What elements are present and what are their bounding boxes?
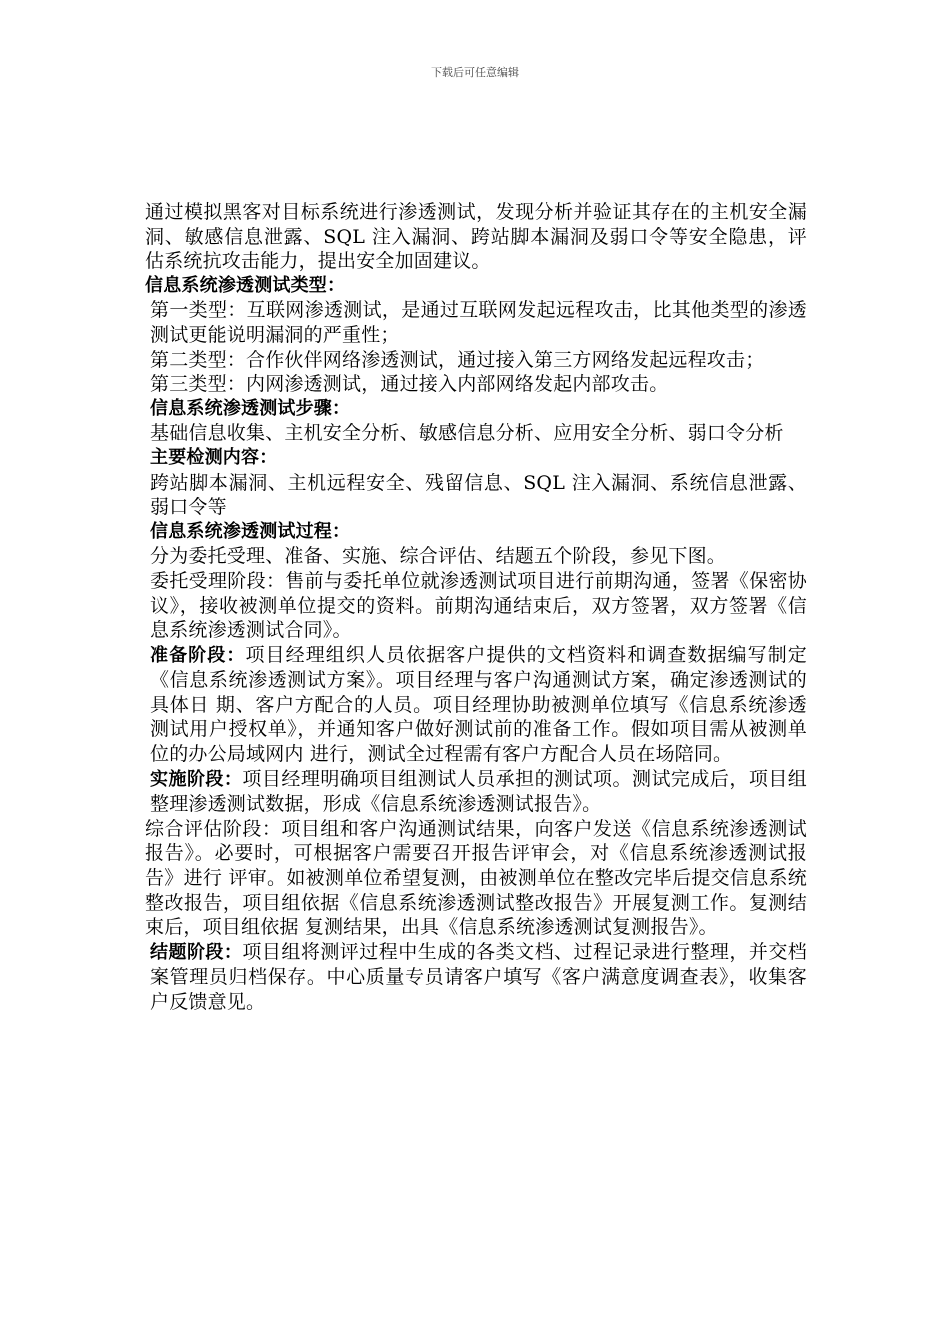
contents-paragraph: 跨站脚本漏洞、主机远程安全、残留信息、SQL 注入漏洞、系统信息泄露、弱口令等 [150,471,807,519]
stage-preparation-lead: 准备阶段： [150,644,246,666]
stage-commission-paragraph: 委托受理阶段：售前与委托单位就渗透测试项目进行前期沟通，签署《保密协议》，接收被测单位提交的资料。前期沟通结束后，双方签署，双方签署《信息系统渗透测试合同》。 [150,569,807,642]
section-heading-contents: 主要检测内容： [150,446,278,468]
type-two-paragraph: 第二类型：合作伙伴网络渗透测试，通过接入第三方网络发起远程攻击； [150,348,765,371]
stage-closure-text: 项目组将测评过程中生成的各类文档、过程记录进行整理，并交档案管理员归档保存。中心质量专员请客户填写《客户满意度调查表》，收集客户反馈意见。 [150,940,808,1013]
stage-implementation-lead: 实施阶段： [150,768,243,790]
intro-paragraph: 通过模拟黑客对目标系统进行渗透测试，发现分析并验证其存在的主机安全漏洞、敏感信息泄露、SQL 注入漏洞、跨站脚本漏洞及弱口令等安全隐患，评估系统抗攻击能力，提出安全加固建议。 [145,201,807,273]
process-overview-paragraph: 分为委托受理、准备、实施、综合评估、结题五个阶段，参见下图。 [150,545,727,568]
page-header: 下载后可任意编辑 [431,66,519,79]
section-heading-types: 信息系统渗透测试类型： [145,274,346,296]
stage-implementation-text: 项目经理明确项目组测试人员承担的测试项。测试完成后，项目组整理渗透测试数据，形成《信息系统渗透测试报告》。 [150,767,808,816]
stage-closure-lead: 结题阶段： [150,941,243,963]
stage-preparation-text: 项目经理组织人员依据客户提供的文档资料和调查数据编写制定《信息系统渗透测试方案》。项目经理与客户沟通测试方案，确定渗透测试的具体日 期、客户方配合的人员。项目经理协助被测单位填写《信息系统渗透测试用户授权单》，并通知客户做好测试前的准备工作。假如项目需从被测单位的办公局域网内 进行，测试全过程需有客户方配合人员在场陪同。 [150,643,807,766]
section-heading-steps: 信息系统渗透测试步骤： [150,397,351,419]
stage-evaluation-paragraph: 综合评估阶段：项目组和客户沟通测试结果，向客户发送《信息系统渗透测试报告》。必要时，可根据客户需要召开报告评审会，对《信息系统渗透测试报告》进行 评审。如被测单位希望复测，由被测单位在整改完毕后提交信息系统整改报告，项目组依据《信息系统渗透测试整改报告》开展复测工作。复测结束后，项目组依据 复测结果，出具《信息系统渗透测试复测报告》。 [145,817,807,939]
stage-implementation-paragraph [145,767,807,817]
steps-paragraph: 基础信息收集、主机安全分析、敏感信息分析、应用安全分析、弱口令分析 [150,422,784,445]
document-body [145,200,807,1015]
section-heading-process: 信息系统渗透测试过程： [150,520,351,542]
stage-preparation-paragraph [145,643,807,767]
type-one-paragraph: 第一类型：互联网渗透测试，是通过互联网发起远程攻击，比其他类型的渗透测试更能说明漏洞的严重性； [150,299,807,346]
type-three-paragraph: 第三类型：内网渗透测试，通过接入内部网络发起内部攻击。 [150,373,669,396]
stage-closure-paragraph [145,940,807,1015]
